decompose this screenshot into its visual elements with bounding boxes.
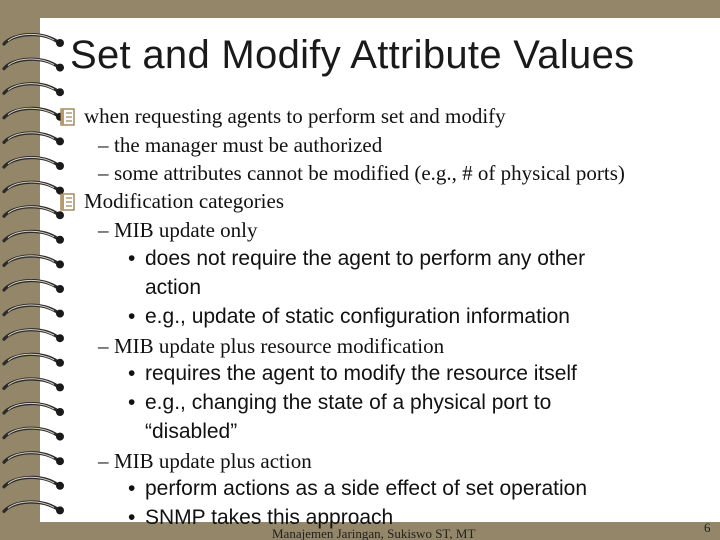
notebook-icon [58,192,76,212]
spiral-hole [56,236,64,244]
dot: • [128,362,136,385]
point-text: e.g., changing the state of a physical port to [145,391,552,414]
spiral-ring [4,379,58,388]
spiral-hole [56,482,64,490]
spiral-ring [4,84,58,93]
spiral-ring [4,256,58,265]
spiral-hole [56,137,64,145]
sub-item-text: some attributes cannot be modified (e.g., # of physical ports) [114,161,625,185]
spiral-ring [4,502,58,511]
spiral-ring [4,477,58,486]
spiral-hole [56,162,64,170]
spiral-hole [56,310,64,318]
spiral-ring [4,330,58,339]
spiral-hole [56,433,64,441]
spiral-hole [56,88,64,96]
bullet-text: Modification categories [84,189,285,213]
spiral-hole [56,260,64,268]
spiral-hole [56,211,64,219]
spiral-hole [56,383,64,391]
spiral-hole [56,334,64,342]
spiral-binding-icon [0,0,80,540]
point-text: perform actions as a side effect of set operation [145,477,588,500]
spiral-hole [56,285,64,293]
spiral-ring [4,182,58,191]
dot: • [128,477,136,500]
point-text: action [145,276,202,299]
spiral-ring [4,305,58,314]
spiral-hole [56,359,64,367]
spiral-ring [4,281,58,290]
footer-text: Manajemen Jaringan, Sukiswo ST, MT [272,526,476,540]
spiral-ring [4,404,58,413]
spiral-hole [56,39,64,47]
point-text: SNMP takes this approach [145,506,394,529]
spiral-ring [4,354,58,363]
spiral-ring [4,158,58,167]
point-text: does not require the agent to perform any other [145,247,586,270]
point-text: “disabled” [145,420,238,443]
dash: – [98,133,109,157]
dash: – [98,218,109,242]
point-text: requires the agent to modify the resource itself [145,362,577,385]
dot: • [128,305,136,328]
dash: – [98,161,109,185]
sub-item-text: the manager must be authorized [114,133,383,157]
spiral-ring [4,207,58,216]
notebook-icon [58,107,76,127]
dot: • [128,391,136,414]
spiral-hole [56,64,64,72]
spiral-ring [4,59,58,68]
spiral-ring [4,108,58,117]
spiral-hole [56,506,64,514]
spiral-ring [4,231,58,240]
slide-title: Set and Modify Attribute Values [70,33,635,77]
spiral-ring [4,35,58,44]
spiral-ring [4,453,58,462]
page-number: 6 [704,520,711,535]
sub-item-text: MIB update plus resource modification [114,334,445,358]
sub-item-text: MIB update plus action [114,449,312,473]
spiral-hole [56,408,64,416]
bullet-text: when requesting agents to perform set and modify [84,104,506,128]
point-text: e.g., update of static configuration information [145,305,570,328]
sub-item-text: MIB update only [114,218,258,242]
spiral-ring [4,428,58,437]
dot: • [128,506,136,529]
dash: – [98,334,109,358]
spiral-ring [4,133,58,142]
dash: – [98,449,109,473]
spiral-hole [56,457,64,465]
dot: • [128,247,136,270]
